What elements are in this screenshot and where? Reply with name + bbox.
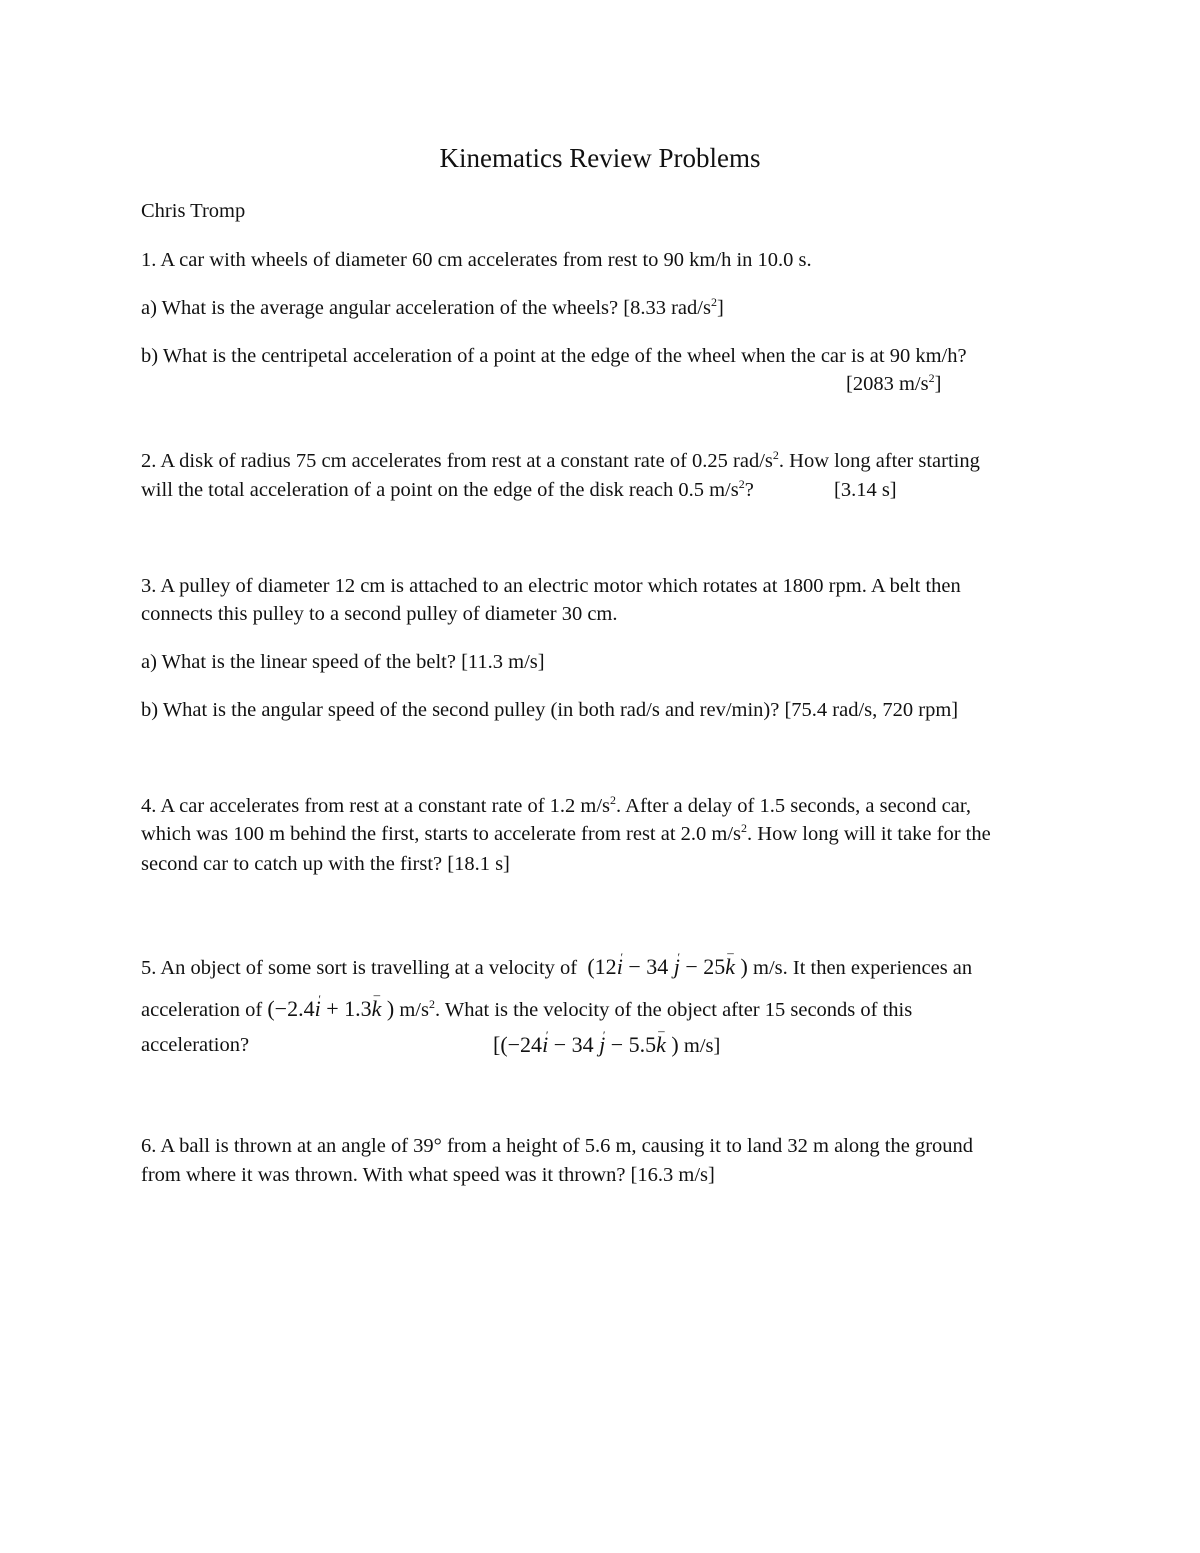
unit-vector-i: i ′ (315, 996, 321, 1021)
problem-5-line-1 (141, 955, 972, 980)
unit-vector-i: i ′ (617, 954, 623, 979)
problem-2-line-2 (141, 478, 754, 502)
problem-1b-answer (846, 372, 941, 396)
exponent: 2 (738, 477, 745, 491)
problem-4-line-3: second car to catch up with the first? [18.1 s] (141, 853, 510, 875)
bracket: ] (716, 297, 724, 319)
problem-3-line-1: 3. A pulley of diameter 12 cm is attached to an electric motor which rotates at 1800 rpm. A belt then (141, 575, 961, 597)
unit-vector-k: k – (656, 1032, 666, 1057)
exponent: 2 (741, 821, 748, 835)
line-text: acceleration of (141, 999, 263, 1021)
line-text: will the total acceleration of a point on the edge of the disk reach 0.5 m/s (141, 479, 739, 501)
math-part: − 34 (548, 1032, 594, 1057)
line-text: 2. A disk of radius 75 cm accelerates from rest at a constant rate of 0.25 rad/s (141, 450, 773, 472)
problem-1b: b) What is the centripetal acceleration of a point at the edge of the wheel when the car is at 90 km/h? (141, 345, 967, 367)
problem-2-line-1 (141, 449, 980, 473)
exponent: 2 (710, 295, 717, 309)
exponent: 2 (772, 448, 779, 462)
math-part: [(−24 (493, 1032, 543, 1057)
unit-vector-k: k – (725, 954, 735, 979)
exponent: 2 (928, 371, 935, 385)
line-text: 5. An object of some sort is travelling at a velocity of (141, 957, 578, 979)
problem-3-line-2: connects this pulley to a second pulley of diameter 30 cm. (141, 603, 618, 625)
answer-text: [2083 m/s (846, 373, 929, 395)
math-part: ) (386, 996, 395, 1021)
math-part: ) (671, 1032, 679, 1057)
problem-6-line-2: from where it was thrown. With what speed was it thrown? [16.3 m/s] (141, 1164, 715, 1186)
unit-vector-j: j ′ (674, 954, 680, 979)
math-part: − 5.5 (605, 1032, 657, 1057)
problem-1-stem: 1. A car with wheels of diameter 60 cm accelerates from rest to 90 km/h in 10.0 s. (141, 249, 812, 271)
line-text: . After a delay of 1.5 seconds, a second car, (616, 795, 971, 817)
acceleration-vector (267, 996, 394, 1021)
author: Chris Tromp (141, 200, 246, 222)
problem-5-line-3: acceleration? (141, 1034, 250, 1056)
math-part: − 25 (679, 954, 726, 979)
line-text: . What is the velocity of the object after 15 seconds of this (434, 999, 913, 1021)
math-part: + 1.3 (320, 996, 372, 1021)
line-text: . How long after starting (778, 450, 980, 472)
line-text: 4. A car accelerates from rest at a constant rate of 1.2 m/s (141, 795, 611, 817)
velocity-vector (587, 954, 748, 979)
line-text: . How long will it take for the (747, 823, 991, 845)
line-text: m/s. It then experiences an (747, 957, 973, 979)
math-part: (−2.4 (267, 996, 315, 1021)
problem-3a: a) What is the linear speed of the belt? [11.3 m/s] (141, 651, 545, 673)
problem-2-answer: [3.14 s] (834, 479, 897, 501)
problem-5-answer (493, 1033, 720, 1058)
problem-4-line-1 (141, 794, 971, 818)
line-text: m/s (394, 999, 429, 1021)
problem-4-line-2 (141, 822, 991, 846)
exponent: 2 (428, 997, 435, 1011)
answer-vector (493, 1032, 679, 1057)
problem-1a-text: a) What is the average angular acceleration of the wheels? [8.33 rad/s (141, 297, 711, 319)
problem-5-line-2 (141, 997, 912, 1022)
exponent: 2 (610, 793, 617, 807)
unit-vector-k: k – (372, 996, 382, 1021)
answer-unit: m/s] (678, 1035, 721, 1057)
line-text: which was 100 m behind the first, starts to accelerate from rest at 2.0 m/s (141, 823, 742, 845)
math-part: (12 (587, 954, 617, 979)
math-part: − 34 (622, 954, 669, 979)
math-part: ) (740, 954, 748, 979)
problem-1a (141, 296, 724, 320)
unit-vector-j: j ′ (599, 1032, 605, 1057)
page-title: Kinematics Review Problems (439, 143, 761, 173)
problem-6-line-1: 6. A ball is thrown at an angle of 39° from a height of 5.6 m, causing it to land 32 m along the ground (141, 1135, 974, 1157)
unit-vector-i: i ′ (542, 1032, 548, 1057)
problem-3b: b) What is the angular speed of the second pulley (in both rad/s and rev/min)? [75.4 rad/s, 720 rpm] (141, 699, 959, 721)
line-text: ? (744, 479, 754, 501)
bracket: ] (934, 373, 942, 395)
